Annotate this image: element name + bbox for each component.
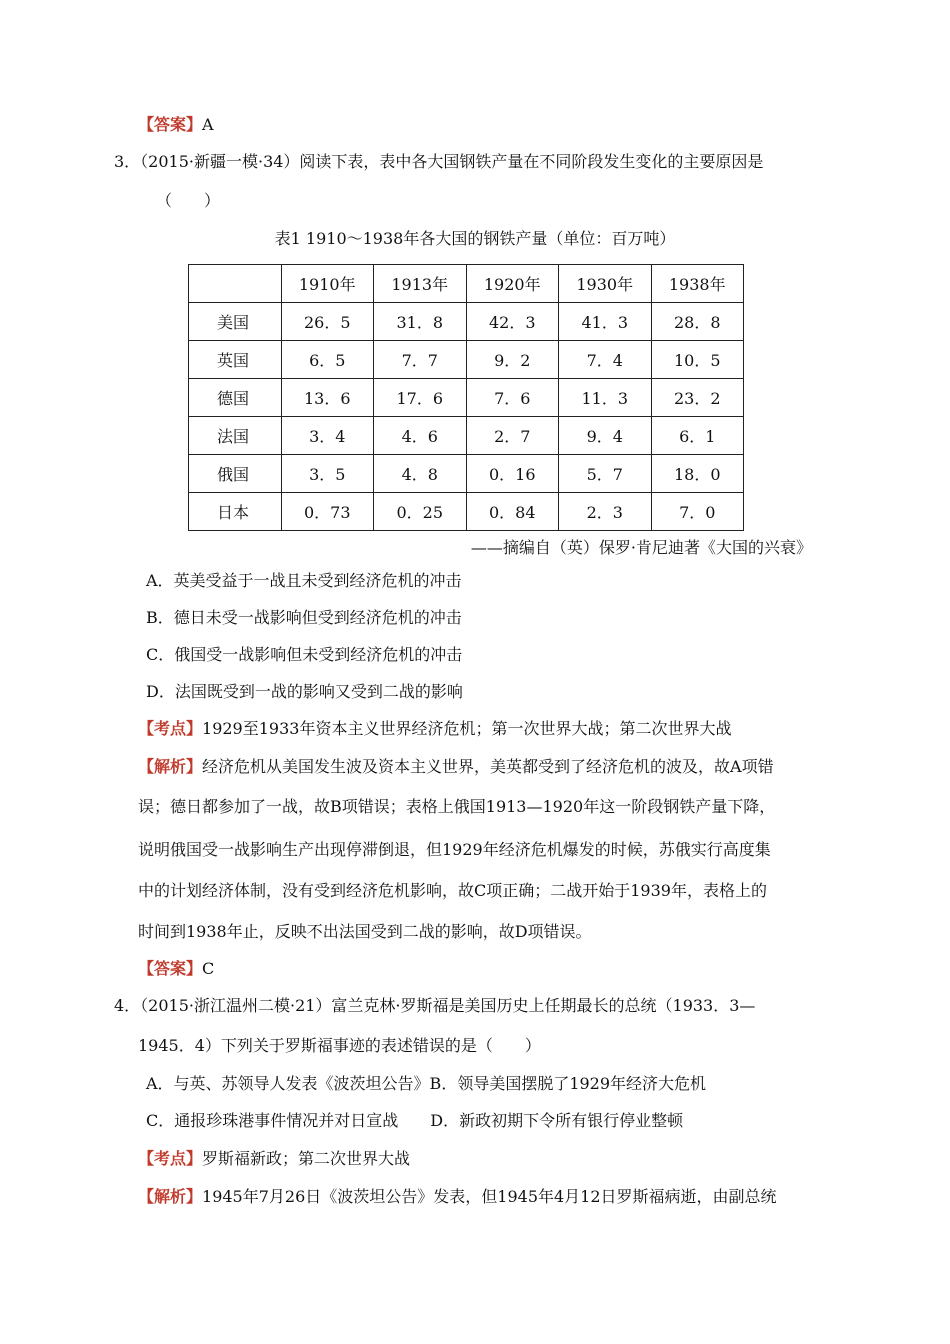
kaodian-text: 1929至1933年资本主义世界经济危机；第一次世界大战；第二次世界大战 xyxy=(202,719,732,738)
table-cell: 6．5 xyxy=(281,341,374,379)
table-cell: 美国 xyxy=(189,303,282,341)
kaodian-text: 罗斯福新政；第二次世界大战 xyxy=(202,1149,411,1168)
table-cell: 31．8 xyxy=(374,303,467,341)
table-header-cell: 1913年 xyxy=(374,265,467,303)
q4-kaodian xyxy=(138,1148,410,1170)
table-source: ——摘编自（英）保罗·肯尼迪著《大国的兴衰》 xyxy=(470,538,812,557)
table-header-row xyxy=(189,265,744,303)
table-cell: 13．6 xyxy=(281,379,374,417)
table-cell: 5．7 xyxy=(559,455,652,493)
table-header-cell: 1910年 xyxy=(281,265,374,303)
q3-kaodian xyxy=(138,718,731,740)
answer-value: A xyxy=(202,115,214,134)
answer-tag: 【答案】 xyxy=(138,115,203,134)
table-cell: 0．73 xyxy=(281,493,374,531)
table-row xyxy=(189,303,744,341)
q3-jiexi-line-1 xyxy=(138,756,774,778)
table-cell: 26．5 xyxy=(281,303,374,341)
table-row xyxy=(189,493,744,531)
table-cell: 日本 xyxy=(189,493,282,531)
q4-stem-line-2: 1945．4）下列关于罗斯福事迹的表述错误的是（ ） xyxy=(138,1036,541,1055)
table-header-cell: 1938年 xyxy=(651,265,744,303)
table-cell: 9．2 xyxy=(466,341,559,379)
table-cell: 41．3 xyxy=(559,303,652,341)
q3-stem-line-2: （ ） xyxy=(156,191,221,210)
table-header-cell xyxy=(189,265,282,303)
q3-jiexi-line-5: 时间到1938年止，反映不出法国受到二战的影响，故D项错误。 xyxy=(138,922,592,941)
q3-option-b: B．德日未受一战影响但受到经济危机的冲击 xyxy=(146,608,462,627)
q4-options-row-2: C．通报珍珠港事件情况并对日宣战 D．新政初期下令所有银行停业整顿 xyxy=(146,1111,684,1130)
steel-production-table xyxy=(188,264,744,531)
q3-option-a: A．英美受益于一战且未受到经济危机的冲击 xyxy=(146,571,462,590)
table-cell: 6．1 xyxy=(651,417,744,455)
table-row xyxy=(189,417,744,455)
table-cell: 英国 xyxy=(189,341,282,379)
q3-jiexi-line-3: 说明俄国受一战影响生产出现停滞倒退，但1929年经济危机爆发的时候，苏俄实行高度集 xyxy=(138,840,771,859)
table-cell: 3．5 xyxy=(281,455,374,493)
kaodian-tag: 【考点】 xyxy=(138,1149,203,1168)
answer-tag: 【答案】 xyxy=(138,959,203,978)
jiexi-tag: 【解析】 xyxy=(138,1187,203,1206)
table-cell: 2．3 xyxy=(559,493,652,531)
q3-option-c: C．俄国受一战影响但未受到经济危机的冲击 xyxy=(146,645,463,664)
table-cell: 7．6 xyxy=(466,379,559,417)
jiexi-text: 经济危机从美国发生波及资本主义世界，美英都受到了经济危机的波及，故A项错 xyxy=(202,757,774,776)
table-cell: 10．5 xyxy=(651,341,744,379)
q3-option-d: D．法国既受到一战的影响又受到二战的影响 xyxy=(146,682,463,701)
table-cell: 德国 xyxy=(189,379,282,417)
q3-stem-line-1: 3．（2015·新疆一模·34）阅读下表，表中各大国钢铁产量在不同阶段发生变化的主要原因是 xyxy=(114,152,764,171)
table-cell: 42．3 xyxy=(466,303,559,341)
table-header-cell: 1930年 xyxy=(559,265,652,303)
table-cell: 2．7 xyxy=(466,417,559,455)
table-cell: 0．84 xyxy=(466,493,559,531)
table-cell: 俄国 xyxy=(189,455,282,493)
jiexi-text: 1945年7月26日《波茨坦公告》发表，但1945年4月12日罗斯福病逝，由副总统 xyxy=(202,1187,777,1206)
table-cell: 7．4 xyxy=(559,341,652,379)
table-cell: 0．16 xyxy=(466,455,559,493)
table-row xyxy=(189,379,744,417)
kaodian-tag: 【考点】 xyxy=(138,719,203,738)
q4-jiexi-line-1 xyxy=(138,1186,777,1208)
table-cell: 法国 xyxy=(189,417,282,455)
q2-answer xyxy=(138,114,214,136)
table-cell: 7．0 xyxy=(651,493,744,531)
jiexi-tag: 【解析】 xyxy=(138,757,203,776)
table-header-cell: 1920年 xyxy=(466,265,559,303)
q3-jiexi-line-2: 误；德日都参加了一战，故B项错误；表格上俄国1913—1920年这一阶段钢铁产量下降， xyxy=(138,797,776,816)
table-cell: 17．6 xyxy=(374,379,467,417)
q3-answer xyxy=(138,958,214,980)
table-cell: 3．4 xyxy=(281,417,374,455)
table-cell: 0．25 xyxy=(374,493,467,531)
table-caption: 表1 1910～1938年各大国的钢铁产量（单位：百万吨） xyxy=(274,229,676,248)
q3-jiexi-line-4: 中的计划经济体制，没有受到经济危机影响，故C项正确；二战开始于1939年，表格上的 xyxy=(138,881,767,900)
table-cell: 18．0 xyxy=(651,455,744,493)
table-cell: 7．7 xyxy=(374,341,467,379)
table-cell: 28．8 xyxy=(651,303,744,341)
table-cell: 23．2 xyxy=(651,379,744,417)
table-cell: 11．3 xyxy=(559,379,652,417)
table-cell: 4．6 xyxy=(374,417,467,455)
answer-value: C xyxy=(202,959,215,978)
table-cell: 4．8 xyxy=(374,455,467,493)
table-row xyxy=(189,455,744,493)
q4-options-row-1: A．与英、苏领导人发表《波茨坦公告》B．领导美国摆脱了1929年经济大危机 xyxy=(146,1074,707,1093)
q4-stem-line-1: 4．（2015·浙江温州二模·21）富兰克林·罗斯福是美国历史上任期最长的总统（1933．3— xyxy=(114,996,756,1015)
table-cell: 9．4 xyxy=(559,417,652,455)
table-row xyxy=(189,341,744,379)
